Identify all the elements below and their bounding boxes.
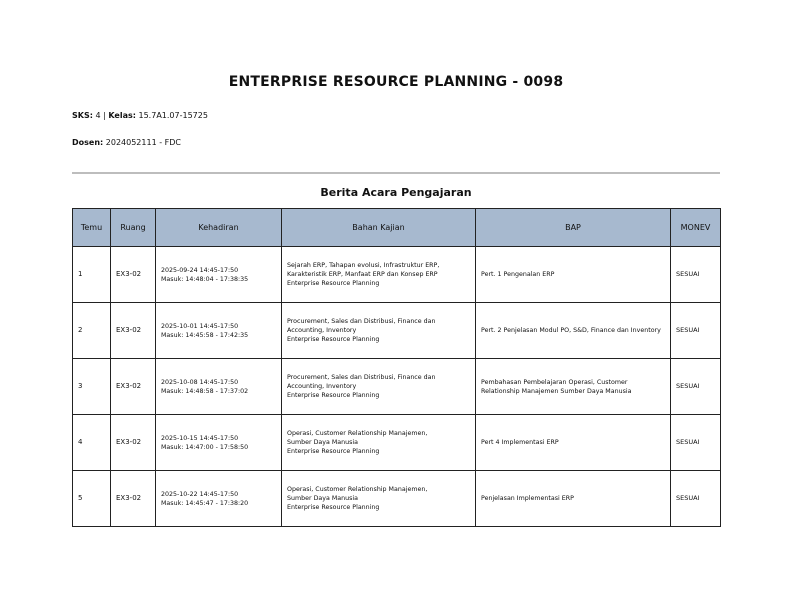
separator: | <box>103 111 109 120</box>
cell-temu: 4 <box>73 415 111 471</box>
cell-ruang: EX3-02 <box>111 303 156 359</box>
check-in-time: Masuk: 14:48:58 - 17:37:02 <box>161 387 249 395</box>
schedule-time: 2025-10-15 14:45-17:50 <box>161 434 239 442</box>
dosen-label: Dosen: <box>72 138 104 147</box>
cell-kehadiran <box>156 415 282 471</box>
kelas-label: Kelas: <box>108 111 136 120</box>
section-title: Berita Acara Pengajaran <box>320 186 472 199</box>
topic-line: Enterprise Resource Planning <box>287 392 380 399</box>
class-info <box>72 111 208 120</box>
cell-temu: 5 <box>73 471 111 527</box>
topic-line: Enterprise Resource Planning <box>287 336 380 343</box>
check-in-time: Masuk: 14:48:04 - 17:38:35 <box>161 275 249 283</box>
kelas-value: 15.7A1.07-15725 <box>138 111 208 120</box>
header-monev: MONEV <box>671 209 721 247</box>
cell-temu: 1 <box>73 247 111 303</box>
cell-kehadiran <box>156 471 282 527</box>
topic-line: Operasi, Customer Relationship Manajemen, <box>287 486 428 493</box>
cell-temu: 2 <box>73 303 111 359</box>
dosen-value: 2024052111 - FDC <box>105 138 181 147</box>
table-header-row <box>73 209 721 247</box>
divider <box>72 172 720 174</box>
schedule-time: 2025-09-24 14:45-17:50 <box>161 266 239 274</box>
check-in-time: Masuk: 14:45:47 - 17:38:20 <box>161 499 249 507</box>
cell-ruang: EX3-02 <box>111 359 156 415</box>
sks-value: 4 <box>95 111 101 120</box>
schedule-time: 2025-10-22 14:45-17:50 <box>161 490 239 498</box>
topic-line: Sejarah ERP, Tahapan evolusi, Infrastruktur ERP, <box>287 262 440 269</box>
cell-bap: Pert. 2 Penjelasan Modul PO, S&D, Finance dan Inventory <box>476 303 671 359</box>
cell-ruang: EX3-02 <box>111 471 156 527</box>
header-temu: Temu <box>73 209 111 247</box>
cell-bap: Pert. 1 Pengenalan ERP <box>476 247 671 303</box>
topic-line: Sumber Daya Manusia <box>287 495 359 502</box>
topic-line: Procurement, Sales dan Distribusi, Finance dan <box>287 318 436 325</box>
cell-bahan-kajian <box>282 415 476 471</box>
header-bap: BAP <box>476 209 671 247</box>
table-row <box>73 471 721 527</box>
table-row <box>73 247 721 303</box>
topic-line: Accounting, Inventory <box>287 327 357 334</box>
cell-kehadiran <box>156 247 282 303</box>
header-bahan-kajian: Bahan Kajian <box>282 209 476 247</box>
cell-bahan-kajian <box>282 247 476 303</box>
topic-line: Enterprise Resource Planning <box>287 504 380 511</box>
topic-line: Enterprise Resource Planning <box>287 280 380 287</box>
table-row <box>73 303 721 359</box>
cell-bahan-kajian <box>282 303 476 359</box>
cell-kehadiran <box>156 303 282 359</box>
cell-temu: 3 <box>73 359 111 415</box>
cell-bap: Penjelasan Implementasi ERP <box>476 471 671 527</box>
schedule-time: 2025-10-01 14:45-17:50 <box>161 322 239 330</box>
cell-ruang: EX3-02 <box>111 247 156 303</box>
teaching-report-table <box>72 208 721 527</box>
check-in-time: Masuk: 14:47:00 - 17:58:50 <box>161 443 249 451</box>
cell-monev: SESUAI <box>671 415 721 471</box>
topic-line: Enterprise Resource Planning <box>287 448 380 455</box>
cell-monev: SESUAI <box>671 247 721 303</box>
cell-monev: SESUAI <box>671 471 721 527</box>
sks-label: SKS: <box>72 111 93 120</box>
header-ruang: Ruang <box>111 209 156 247</box>
cell-bahan-kajian <box>282 359 476 415</box>
topic-line: Sumber Daya Manusia <box>287 439 359 446</box>
cell-bap: Pert 4 Implementasi ERP <box>476 415 671 471</box>
topic-line: Operasi, Customer Relationship Manajemen, <box>287 430 428 437</box>
table-row <box>73 359 721 415</box>
header-kehadiran: Kehadiran <box>156 209 282 247</box>
schedule-time: 2025-10-08 14:45-17:50 <box>161 378 239 386</box>
topic-line: Karakteristik ERP, Manfaat ERP dan Konsep ERP <box>287 271 438 278</box>
table-row <box>73 415 721 471</box>
cell-bap: Pembahasan Pembelajaran Operasi, Customer Relationship Manajemen Sumber Daya Manusia <box>476 359 671 415</box>
check-in-time: Masuk: 14:45:58 - 17:42:35 <box>161 331 249 339</box>
cell-monev: SESUAI <box>671 303 721 359</box>
cell-bahan-kajian <box>282 471 476 527</box>
cell-monev: SESUAI <box>671 359 721 415</box>
cell-kehadiran <box>156 359 282 415</box>
document-title: ENTERPRISE RESOURCE PLANNING - 0098 <box>228 74 564 90</box>
lecturer-info <box>72 138 181 147</box>
cell-ruang: EX3-02 <box>111 415 156 471</box>
topic-line: Accounting, Inventory <box>287 383 357 390</box>
topic-line: Procurement, Sales dan Distribusi, Finance dan <box>287 374 436 381</box>
